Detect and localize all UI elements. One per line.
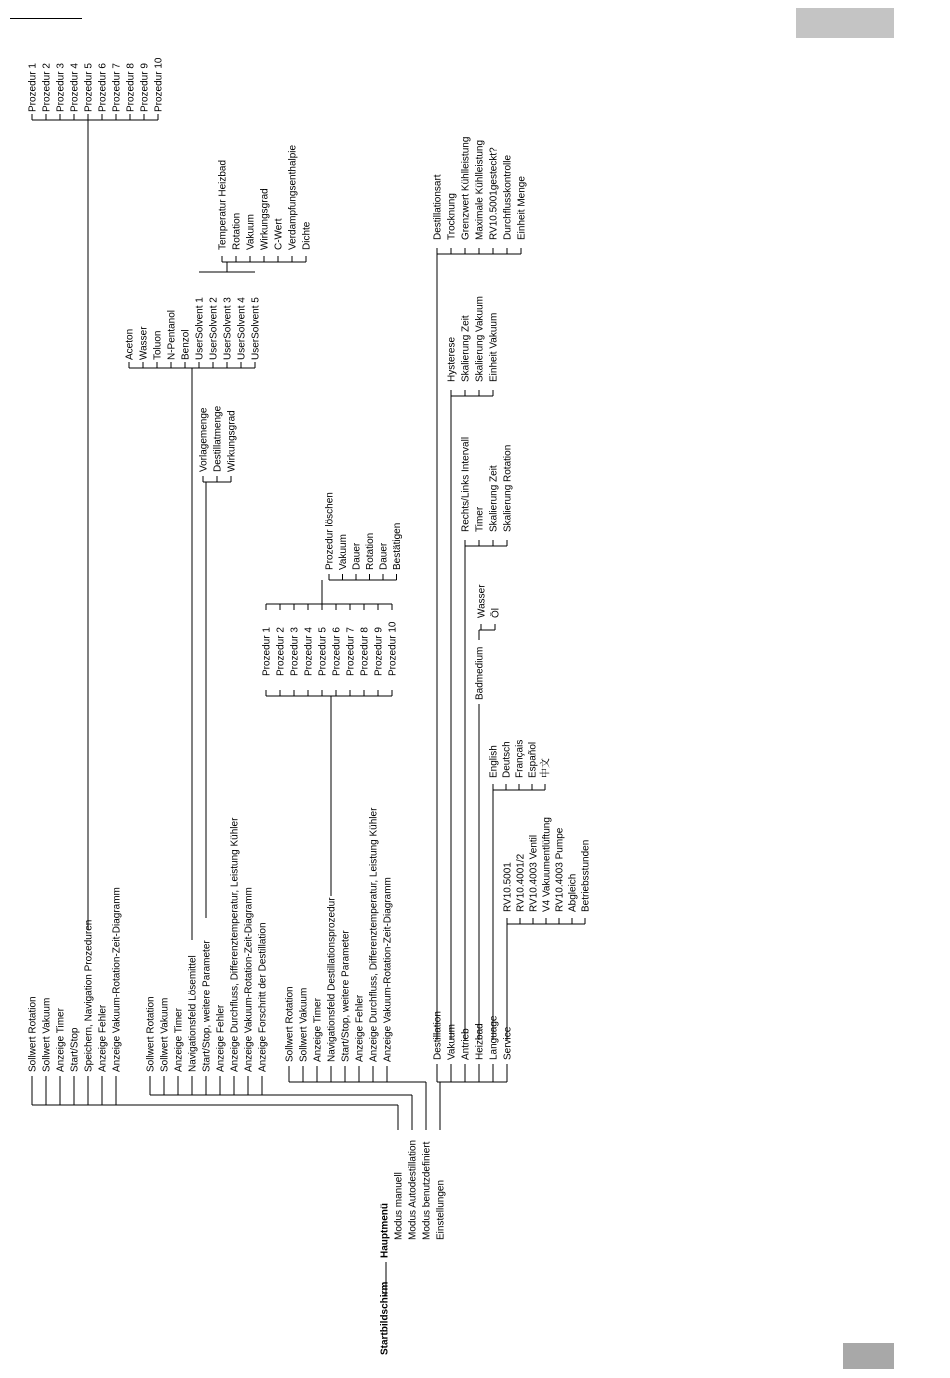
custom-procedure-item: Prozedur 10 xyxy=(387,621,399,676)
settings-destillation-item: Grenzwert Kühlleistung xyxy=(460,136,472,240)
settings-antrieb-item: Timer xyxy=(474,506,486,532)
language-item: Deutsch xyxy=(501,741,513,778)
settings-vakuum-item: Hysterese xyxy=(446,336,458,382)
auto-item: Anzeige Forschritt der Destillation xyxy=(257,922,269,1072)
language-item: 中文 xyxy=(540,758,552,778)
custom-item: Sollwert Vakuum xyxy=(298,987,310,1062)
manual-item: Anzeige Vakuum-Rotation-Zeit-Diagramm xyxy=(111,887,123,1072)
manual-procedure-item: Prozedur 3 xyxy=(55,63,67,112)
main-menu-item: Modus benutzdefiniert xyxy=(421,1141,433,1240)
settings-item: Heizbad xyxy=(474,1023,486,1060)
solvent-item: UserSolvent 4 xyxy=(236,297,248,360)
solvent-param-item: C-Wert xyxy=(273,218,285,250)
custom-item: Navigationsfeld Destillationsprozedur xyxy=(326,897,338,1062)
settings-vakuum-item: Skalierung Vakuum xyxy=(474,296,486,382)
service-item: V4 Vakuumentlüftung xyxy=(541,817,553,912)
settings-destillation-item: RV10.5001gesteckt? xyxy=(488,147,500,240)
main-menu-item: Modus manuell xyxy=(393,1172,405,1240)
service-item: RV10.4001/2 xyxy=(515,853,527,912)
custom-item: Anzeige Vakuum-Rotation-Zeit-Diagramm xyxy=(382,877,394,1062)
solvent-item: N-Pentanol xyxy=(166,309,178,360)
manual-item: Sollwert Vakuum xyxy=(41,997,53,1072)
custom-procedure-item: Prozedur 9 xyxy=(373,627,385,676)
main-menu-title: Hauptmenü xyxy=(379,1203,391,1258)
procedure-edit-item: Prozedur löschen xyxy=(324,492,336,570)
settings-destillation-item: Destillationsart xyxy=(432,174,444,240)
auto-item: Anzeige Vakuum-Rotation-Zeit-Diagramm xyxy=(243,887,255,1072)
main-menu-item: Modus Autodestillation xyxy=(407,1139,419,1240)
solvent-param-item: Vakuum xyxy=(245,214,257,250)
settings-item: Destillation xyxy=(432,1011,444,1060)
custom-procedure-item: Prozedur 8 xyxy=(359,627,371,676)
auto-item: Anzeige Timer xyxy=(173,1008,185,1072)
manual-procedure-item: Prozedur 8 xyxy=(125,63,137,112)
solvent-item: UserSolvent 1 xyxy=(194,297,206,360)
settings-item: Antrieb xyxy=(460,1028,472,1060)
manual-procedure-item: Prozedur 6 xyxy=(97,63,109,112)
settings-antrieb-item: Rechts/Links Intervall xyxy=(460,436,472,532)
custom-procedure-item: Prozedur 1 xyxy=(261,627,273,676)
settings-vakuum-item: Einheit Vakuum xyxy=(488,312,500,382)
custom-procedure-item: Prozedur 2 xyxy=(275,627,287,676)
manual-item: Anzeige Timer xyxy=(55,1008,67,1072)
manual-item: Anzeige Fehler xyxy=(97,1004,109,1072)
auto-item: Navigationsfeld Lösemittel xyxy=(187,955,199,1072)
language-item: Français xyxy=(514,739,526,778)
procedure-edit-item: Dauer xyxy=(351,542,363,570)
solvent-param-item: Verdampfungsenthalpie xyxy=(287,144,299,250)
custom-procedure-item: Prozedur 6 xyxy=(331,627,343,676)
solvent-item: UserSolvent 5 xyxy=(250,297,262,360)
settings-destillation-item: Durchflusskontrolle xyxy=(502,154,514,240)
auto-param-item: Wirkungsgrad xyxy=(226,410,238,472)
solvent-param-item: Dichte xyxy=(301,221,313,250)
solvent-item: UserSolvent 3 xyxy=(222,297,234,360)
auto-item: Anzeige Durchfluss, Differenztemperatur, Leistung Kühler xyxy=(229,817,241,1072)
auto-item: Sollwert Rotation xyxy=(145,996,157,1072)
manual-procedure-item: Prozedur 5 xyxy=(83,63,95,112)
manual-item: Start/Stop xyxy=(69,1027,81,1072)
solvent-item: Aceton xyxy=(124,328,136,360)
settings-vakuum-item: Skalierung Zeit xyxy=(460,315,472,382)
auto-param-item: Vorlagemenge xyxy=(198,407,210,472)
custom-procedure-item: Prozedur 4 xyxy=(303,627,315,676)
settings-antrieb-item: Skalierung Rotation xyxy=(502,444,514,532)
service-item: RV10.4003 Ventil xyxy=(528,834,540,912)
auto-item: Sollwert Vakuum xyxy=(159,997,171,1072)
heizbad-item: Öl xyxy=(490,608,502,618)
settings-destillation-item: Maximale Kühlleistung xyxy=(474,139,486,240)
service-item: RV10.4003 Pumpe xyxy=(554,827,566,912)
service-item: RV10.5001 xyxy=(502,862,514,912)
settings-destillation-item: Trocknung xyxy=(446,193,458,240)
settings-item: Service xyxy=(502,1026,514,1060)
settings-item: Language xyxy=(488,1015,500,1060)
main-menu-item: Einstellungen xyxy=(435,1179,447,1240)
auto-item: Start/Stop, weitere Parameter xyxy=(201,940,213,1072)
auto-param-item: Destillatmenge xyxy=(212,405,224,472)
auto-item: Anzeige Fehler xyxy=(215,1004,227,1072)
procedure-edit-item: Rotation xyxy=(365,532,376,570)
manual-item: Sollwert Rotation xyxy=(27,996,39,1072)
solvent-item: Benzol xyxy=(180,329,192,360)
custom-item: Anzeige Durchfluss, Differenztemperatur, Leistung Kühler xyxy=(368,807,380,1062)
language-item: Español xyxy=(527,741,539,778)
custom-procedure-item: Prozedur 5 xyxy=(317,627,329,676)
procedure-edit-item: Vakuum xyxy=(338,534,349,570)
settings-item: Vakuum xyxy=(446,1024,458,1060)
language-item: English xyxy=(488,745,500,778)
custom-item: Anzeige Timer xyxy=(312,998,324,1062)
procedure-edit-item: Bestätigen xyxy=(392,522,403,570)
solvent-param-item: Rotation xyxy=(231,212,243,250)
settings-destillation-item: Einheit Menge xyxy=(516,176,528,240)
settings-heizbad-label: Badmedium xyxy=(474,646,486,700)
solvent-item: UserSolvent 2 xyxy=(208,297,220,360)
settings-antrieb-item: Skalierung Zeit xyxy=(488,465,500,532)
custom-item: Start/Stop, weitere Parameter xyxy=(340,930,352,1062)
custom-procedure-item: Prozedur 3 xyxy=(289,627,301,676)
manual-procedure-item: Prozedur 2 xyxy=(41,63,53,112)
manual-item: Speichern, Navigation Prozeduren xyxy=(83,919,95,1072)
custom-item: Anzeige Fehler xyxy=(354,994,366,1062)
manual-procedure-item: Prozedur 7 xyxy=(111,63,123,112)
manual-procedure-item: Prozedur 1 xyxy=(27,63,39,112)
heizbad-item: Wasser xyxy=(476,584,488,618)
custom-procedure-item: Prozedur 7 xyxy=(345,627,357,676)
manual-procedure-item: Prozedur 4 xyxy=(69,63,81,112)
solvent-item: Toluon xyxy=(152,330,164,360)
service-item: Betriebsstunden xyxy=(580,839,592,912)
service-item: Abgleich xyxy=(567,873,579,912)
custom-item: Sollwert Rotation xyxy=(284,986,296,1062)
manual-procedure-item: Prozedur 10 xyxy=(153,57,165,112)
procedure-edit-item: Dauer xyxy=(378,542,390,570)
solvent-param-item: Temperatur Heizbad xyxy=(217,159,229,250)
solvent-item: Wasser xyxy=(138,326,150,360)
root-label: Startbildschirm xyxy=(379,1281,391,1355)
manual-procedure-item: Prozedur 9 xyxy=(139,63,151,112)
solvent-param-item: Wirkungsgrad xyxy=(259,188,271,250)
